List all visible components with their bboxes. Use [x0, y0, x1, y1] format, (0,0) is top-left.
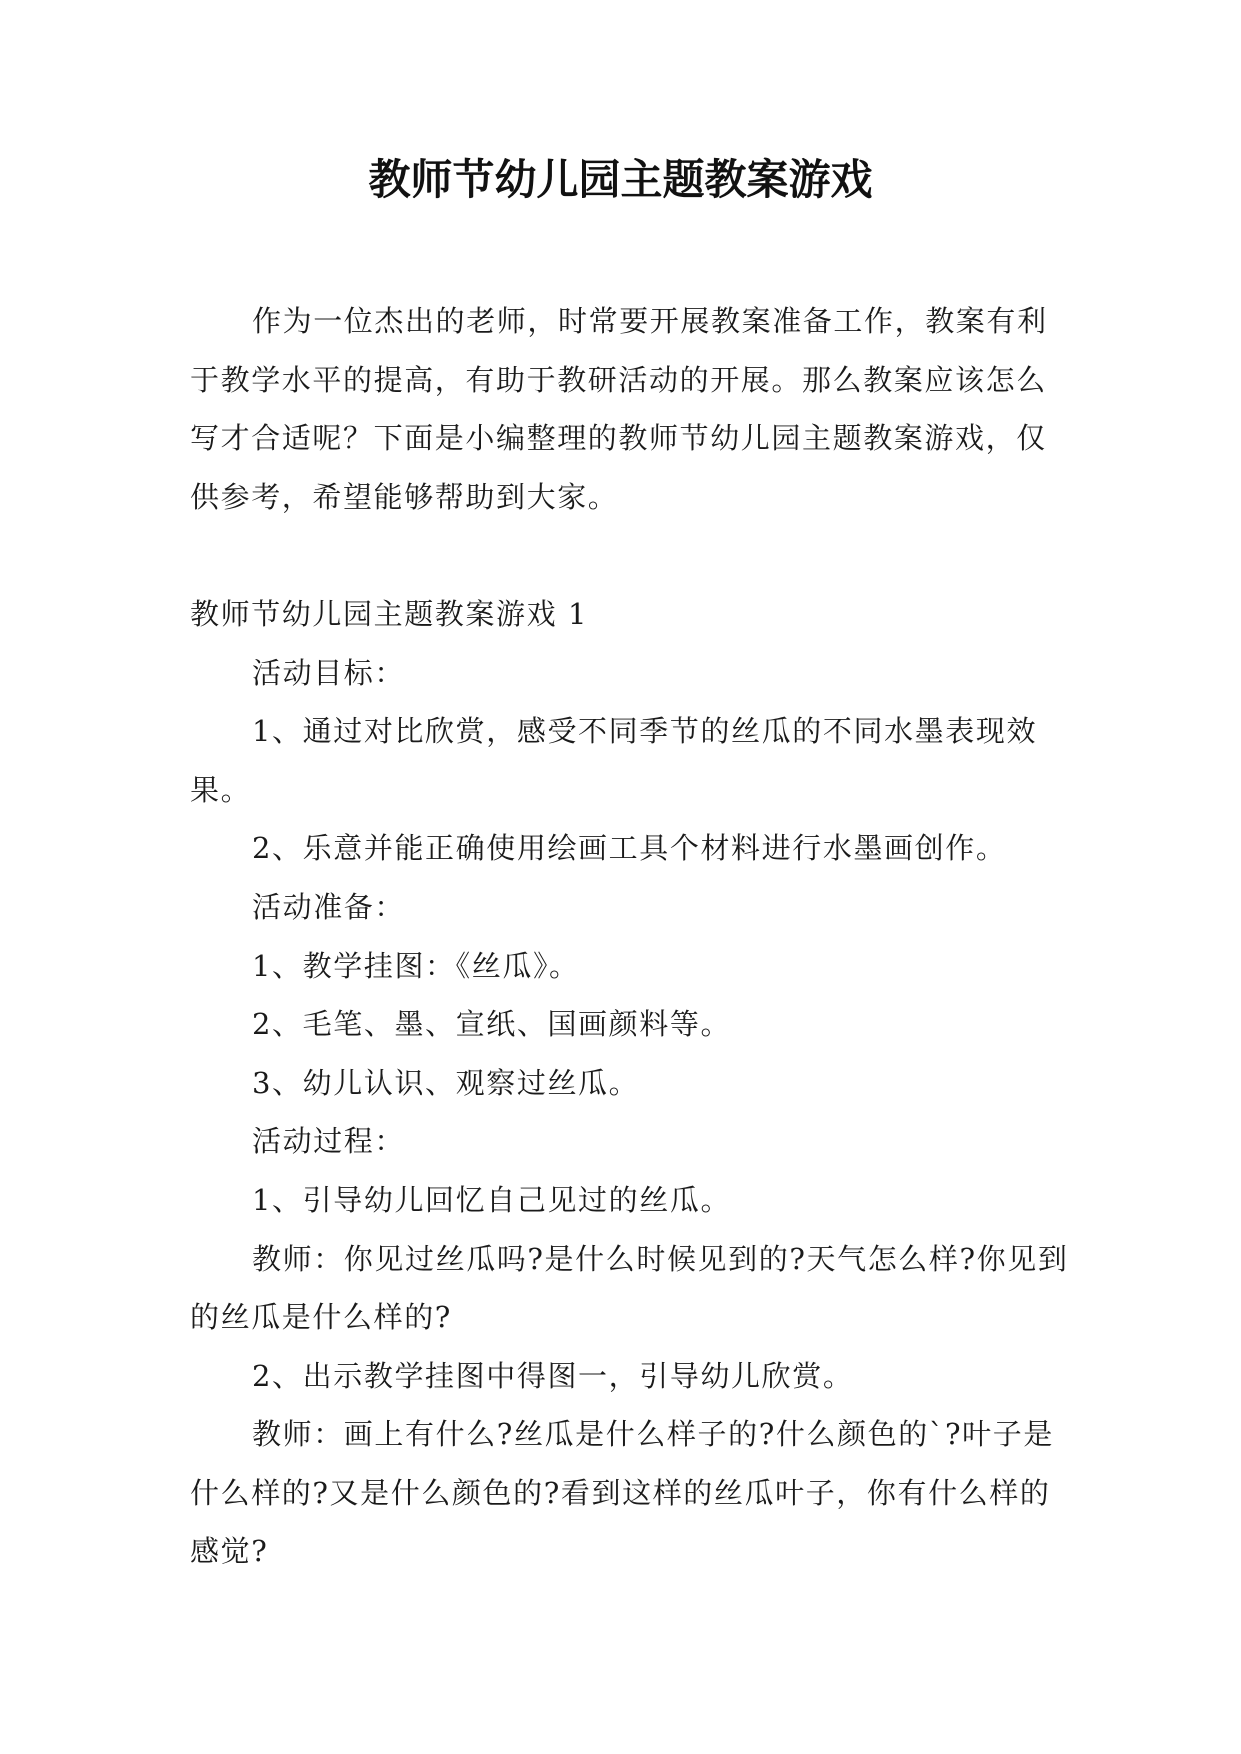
paragraph: 教师：画上有什么?丝瓜是什么样子的?什么颜色的`?叶子是什么样的?又是什么颜色的?看到这样的丝瓜叶子，你有什么样的感觉?	[190, 1417, 1054, 1569]
paragraph: 1、通过对比欣赏，感受不同季节的丝瓜的不同水墨表现效果。	[190, 714, 1038, 807]
section-heading: 教师节幼儿园主题教案游戏 1	[190, 596, 589, 631]
paragraph: 3、幼儿认识、观察过丝瓜。	[252, 1065, 640, 1100]
paragraph: 2、毛笔、墨、宣纸、国画颜料等。	[252, 1007, 732, 1042]
paragraph: 2、出示教学挂图中得图一，引导幼儿欣赏。	[252, 1358, 854, 1393]
paragraph: 活动准备：	[252, 889, 406, 924]
paragraph-spacer	[190, 526, 1070, 585]
paragraph: 1、引导幼儿回忆自己见过的丝瓜。	[252, 1182, 732, 1217]
document-body	[190, 292, 1070, 1581]
paragraph: 活动过程：	[252, 1124, 406, 1159]
document-title: 教师节幼儿园主题教案游戏	[368, 155, 873, 204]
paragraph: 活动目标：	[252, 655, 406, 690]
paragraph: 1、教学挂图：《丝瓜》。	[252, 948, 580, 983]
paragraph: 教师：你见过丝瓜吗?是什么时候见到的?天气怎么样?你见到的丝瓜是什么样的?	[190, 1241, 1069, 1335]
intro-paragraph: 作为一位杰出的老师，时常要开展教案准备工作，教案有利于教学水平的提高，有助于教研活动的开展。那么教案应该怎么写才合适呢？下面是小编整理的教师节幼儿园主题教案游戏，仅供参考，希望能够帮助到大家。	[190, 304, 1048, 514]
paragraph: 2、乐意并能正确使用绘画工具个材料进行水墨画创作。	[252, 831, 1007, 866]
